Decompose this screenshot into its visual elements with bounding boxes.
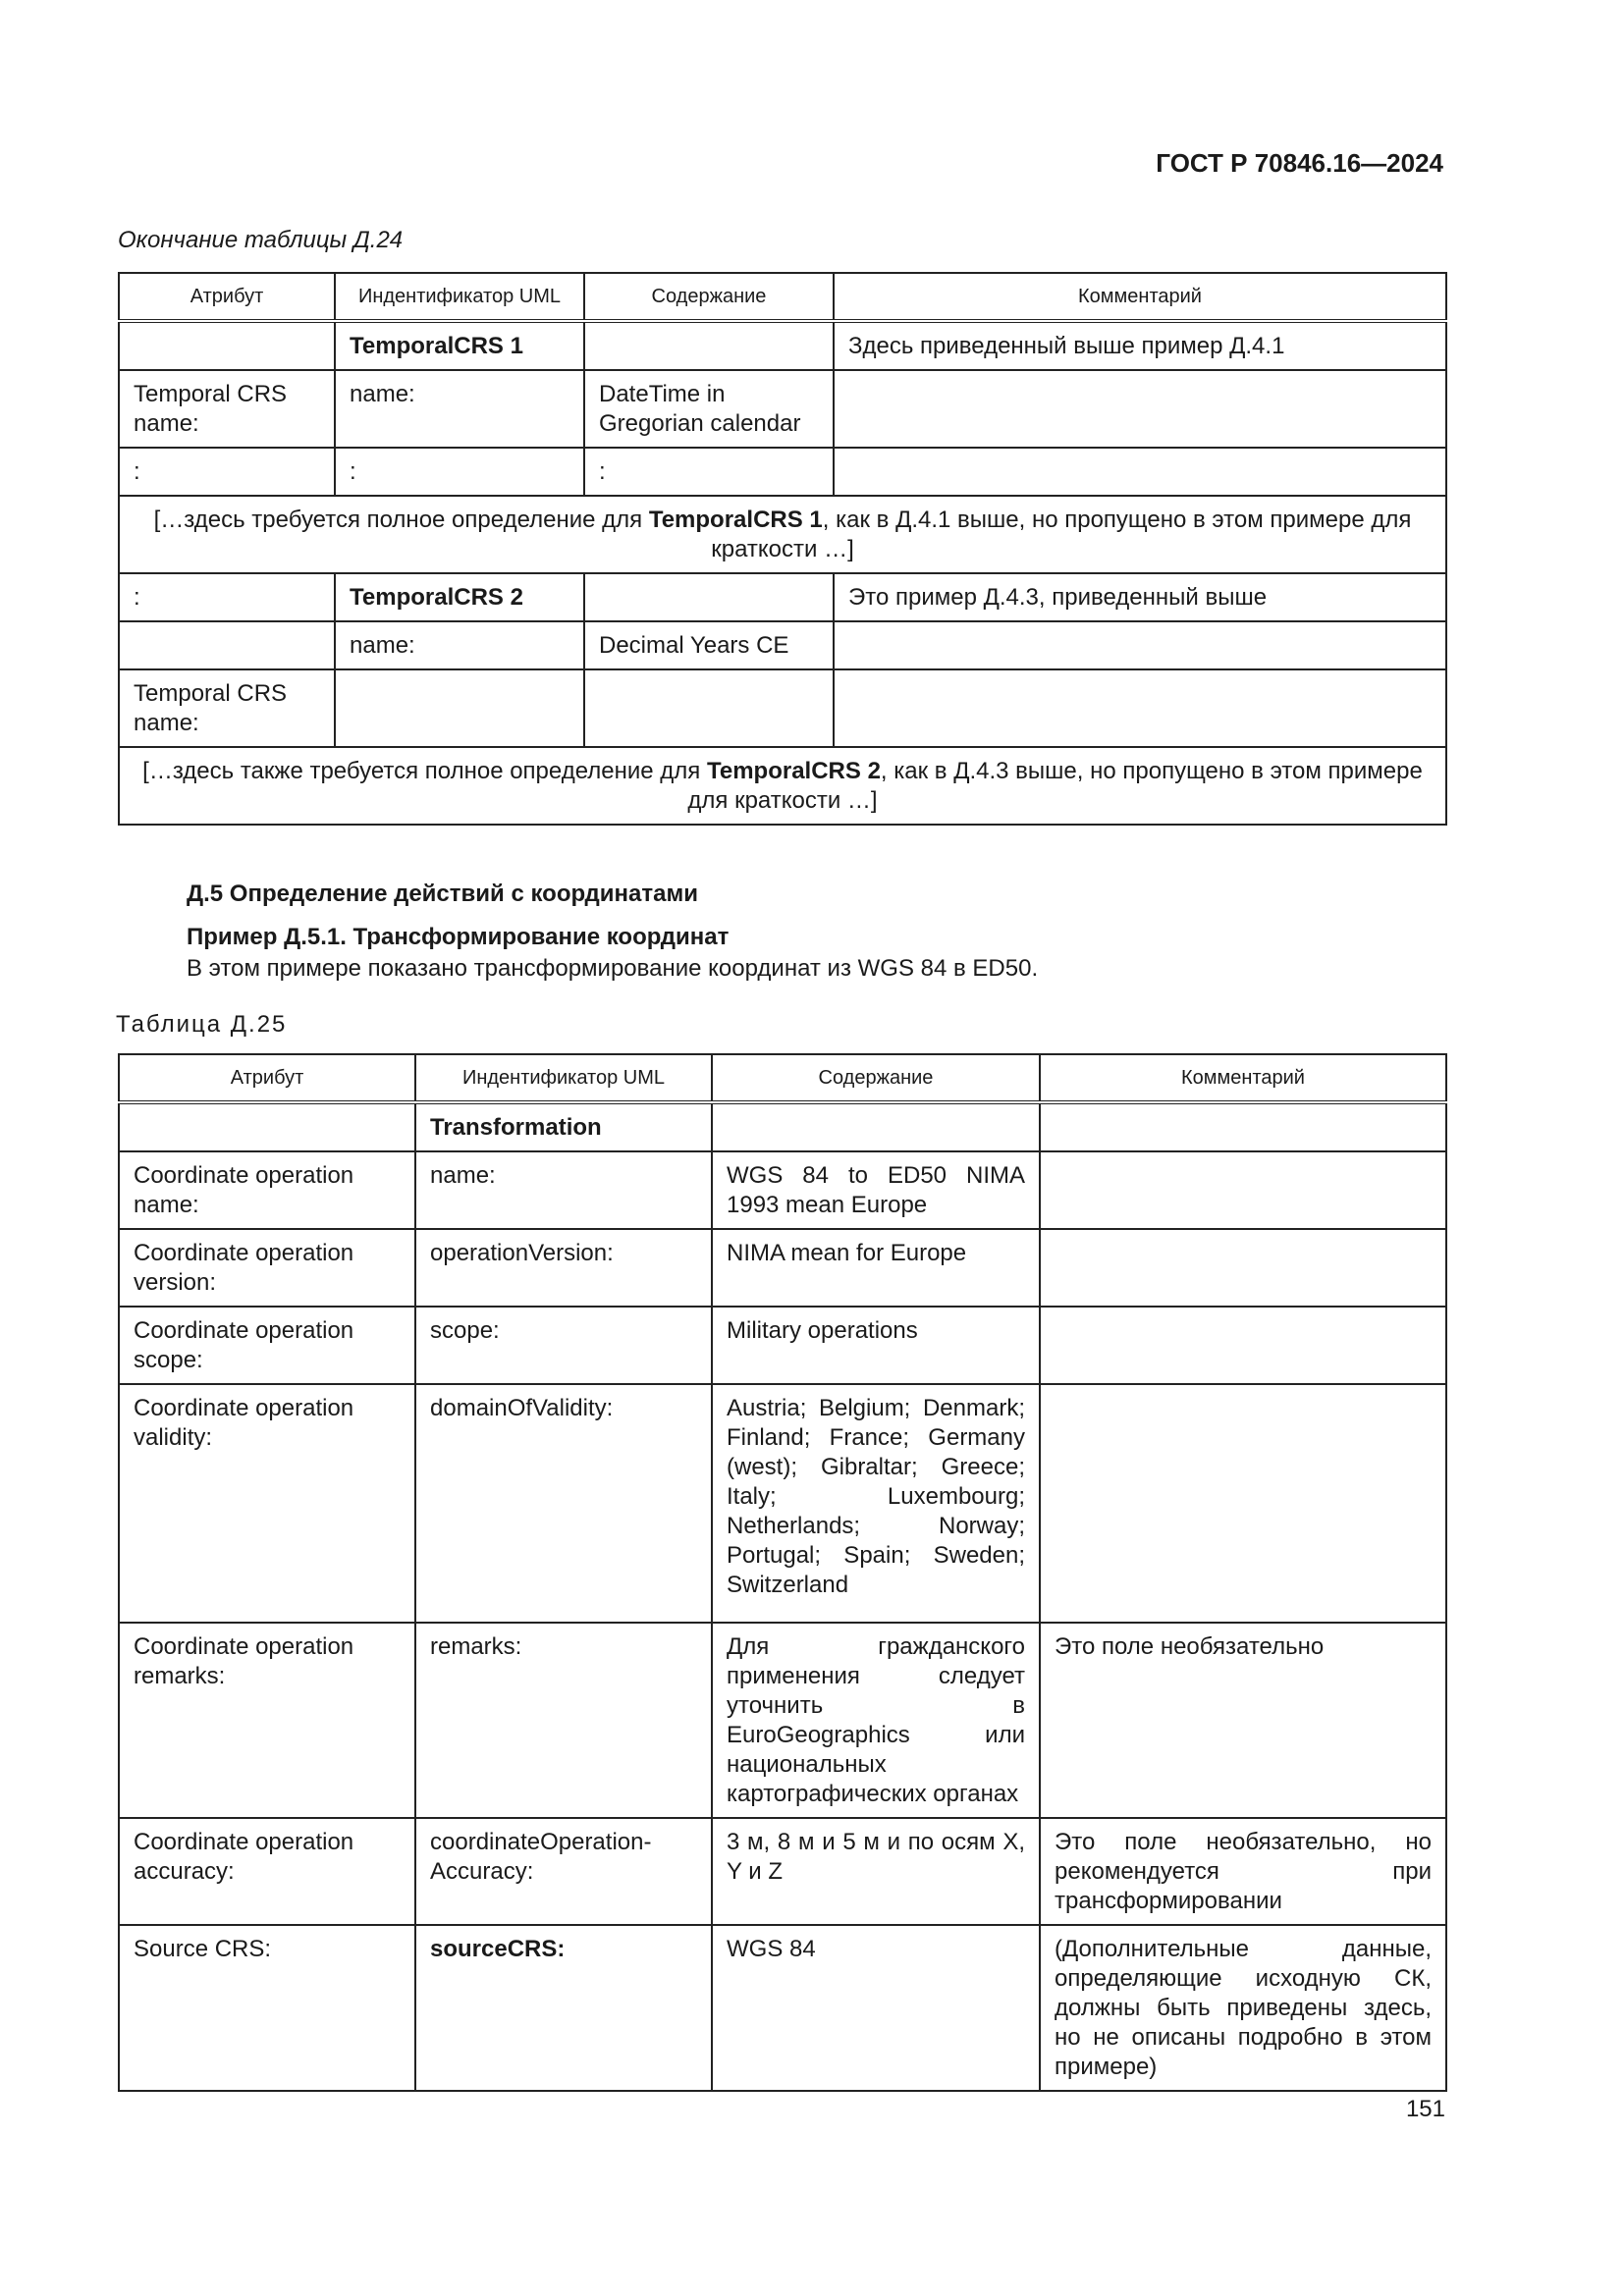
column-header: Содержание	[584, 273, 834, 321]
table-header-row	[119, 1054, 1446, 1102]
table-cell: scope:	[415, 1307, 712, 1384]
table-cell: Transformation	[415, 1102, 712, 1151]
table-cell	[834, 621, 1446, 669]
table-d24-end	[118, 272, 1447, 826]
table-cell	[584, 669, 834, 747]
table-cell	[834, 370, 1446, 448]
table-cell	[1040, 1307, 1446, 1384]
table-d25	[118, 1053, 1447, 2092]
table-cell: (Дополнительные данные, определяющие исходную СК, должны быть приведены здесь, но не описаны подробно в этом примере)	[1040, 1925, 1446, 2091]
table-cell: Source CRS:	[119, 1925, 415, 2091]
note-bold-term: TemporalCRS 2	[706, 758, 881, 784]
table-cell: Decimal Years CE	[584, 621, 834, 669]
table-note	[119, 496, 1446, 573]
note-text: […здесь требуется полное определение для	[153, 507, 649, 533]
table-cell: Это поле необязательно, но рекомендуется при трансформировании	[1040, 1818, 1446, 1925]
note-text: , как в Д.4.1 выше, но пропущено в этом примере для краткости …]	[711, 507, 1412, 562]
table-row	[119, 1818, 1446, 1925]
table-row	[119, 1623, 1446, 1818]
table-row	[119, 621, 1446, 669]
table-cell: Coordinate operation name:	[119, 1151, 415, 1229]
table-cell: remarks:	[415, 1623, 712, 1818]
table-row	[119, 1151, 1446, 1229]
table-cell: Temporal CRS name:	[119, 669, 335, 747]
table-note-row	[119, 747, 1446, 825]
column-header: Индентификатор UML	[335, 273, 584, 321]
table-cell: name:	[335, 370, 584, 448]
table-cell: DateTime in Gregorian calendar	[584, 370, 834, 448]
table-cell: Coordinate operation validity:	[119, 1384, 415, 1623]
column-header: Содержание	[712, 1054, 1040, 1102]
table-cell: Coordinate operation remarks:	[119, 1623, 415, 1818]
table-cell	[1040, 1151, 1446, 1229]
table-cell: domainOfValidity:	[415, 1384, 712, 1623]
table-cell: operationVersion:	[415, 1229, 712, 1307]
note-text: […здесь также требуется полное определение для	[142, 758, 707, 784]
table-cell: WGS 84	[712, 1925, 1040, 2091]
table-cell: Coordinate operation scope:	[119, 1307, 415, 1384]
table-cell: name:	[335, 621, 584, 669]
table-cell: WGS 84 to ED50 NIMA 1993 mean Europe	[712, 1151, 1040, 1229]
document-code: ГОСТ Р 70846.16—2024	[1156, 148, 1443, 178]
table-cell: :	[335, 448, 584, 496]
table-row	[119, 1102, 1446, 1151]
table-row	[119, 1925, 1446, 2091]
column-header: Комментарий	[1040, 1054, 1446, 1102]
table-cell: TemporalCRS 2	[335, 573, 584, 621]
table-cell: Temporal CRS name:	[119, 370, 335, 448]
table-row	[119, 1307, 1446, 1384]
table-cell	[584, 573, 834, 621]
table-cell: NIMA mean for Europe	[712, 1229, 1040, 1307]
table-cell: Здесь приведенный выше пример Д.4.1	[834, 321, 1446, 370]
table-cell	[335, 669, 584, 747]
table-cell	[1040, 1229, 1446, 1307]
table-cell: Coordinate operation version:	[119, 1229, 415, 1307]
table-cell: Это пример Д.4.3, приведенный выше	[834, 573, 1446, 621]
note-bold-term: TemporalCRS 1	[648, 507, 823, 533]
table-cell: Coordinate operation accuracy:	[119, 1818, 415, 1925]
table-cell: Для гражданского применения следует уточнить в EuroGeographics или национальных картографических органах	[712, 1623, 1040, 1818]
table-row	[119, 1384, 1446, 1623]
table-cell: coordinateOperation-Accuracy:	[415, 1818, 712, 1925]
table-cell	[1040, 1102, 1446, 1151]
table-row	[119, 1229, 1446, 1307]
table-row	[119, 321, 1446, 370]
table-cell: :	[584, 448, 834, 496]
table-note	[119, 747, 1446, 825]
table-row	[119, 448, 1446, 496]
column-header: Атрибут	[119, 273, 335, 321]
table-cell: Это поле необязательно	[1040, 1623, 1446, 1818]
table-cell	[119, 621, 335, 669]
table-cell	[119, 321, 335, 370]
table-cell: :	[119, 573, 335, 621]
example-description: В этом примере показано трансформирование координат из WGS 84 в ED50.	[187, 955, 1039, 982]
table-cell: TemporalCRS 1	[335, 321, 584, 370]
column-header: Индентификатор UML	[415, 1054, 712, 1102]
table-cell: Military operations	[712, 1307, 1040, 1384]
table-row	[119, 370, 1446, 448]
table-cell: name:	[415, 1151, 712, 1229]
example-heading: Пример Д.5.1. Трансформирование координат	[187, 924, 730, 950]
table-cell: sourceCRS:	[415, 1925, 712, 2091]
table-cell: Austria; Belgium; Denmark; Finland; France; Germany (west); Gibraltar; Greece; Italy; Luxembourg; Netherlands; Norway; Portugal; Spain; Sweden; Switzerland	[712, 1384, 1040, 1623]
column-header: Атрибут	[119, 1054, 415, 1102]
page-number: 151	[1405, 2096, 1445, 2122]
column-header: Комментарий	[834, 273, 1446, 321]
table-row	[119, 573, 1446, 621]
table-continuation-caption: Окончание таблицы Д.24	[118, 227, 404, 253]
table-header-row	[119, 273, 1446, 321]
table-cell	[119, 1102, 415, 1151]
note-text: , как в Д.4.3 выше, но пропущено в этом примере для краткости …]	[687, 758, 1423, 814]
table-note-row	[119, 496, 1446, 573]
table-cell	[584, 321, 834, 370]
table-cell	[1040, 1384, 1446, 1623]
table-cell	[712, 1102, 1040, 1151]
table-cell	[834, 448, 1446, 496]
table-cell	[834, 669, 1446, 747]
table-cell: :	[119, 448, 335, 496]
table-caption: Таблица Д.25	[116, 1011, 288, 1038]
section-heading: Д.5 Определение действий с координатами	[187, 881, 698, 907]
table-row	[119, 669, 1446, 747]
table-cell: 3 м, 8 м и 5 м и по осям X, Y и Z	[712, 1818, 1040, 1925]
